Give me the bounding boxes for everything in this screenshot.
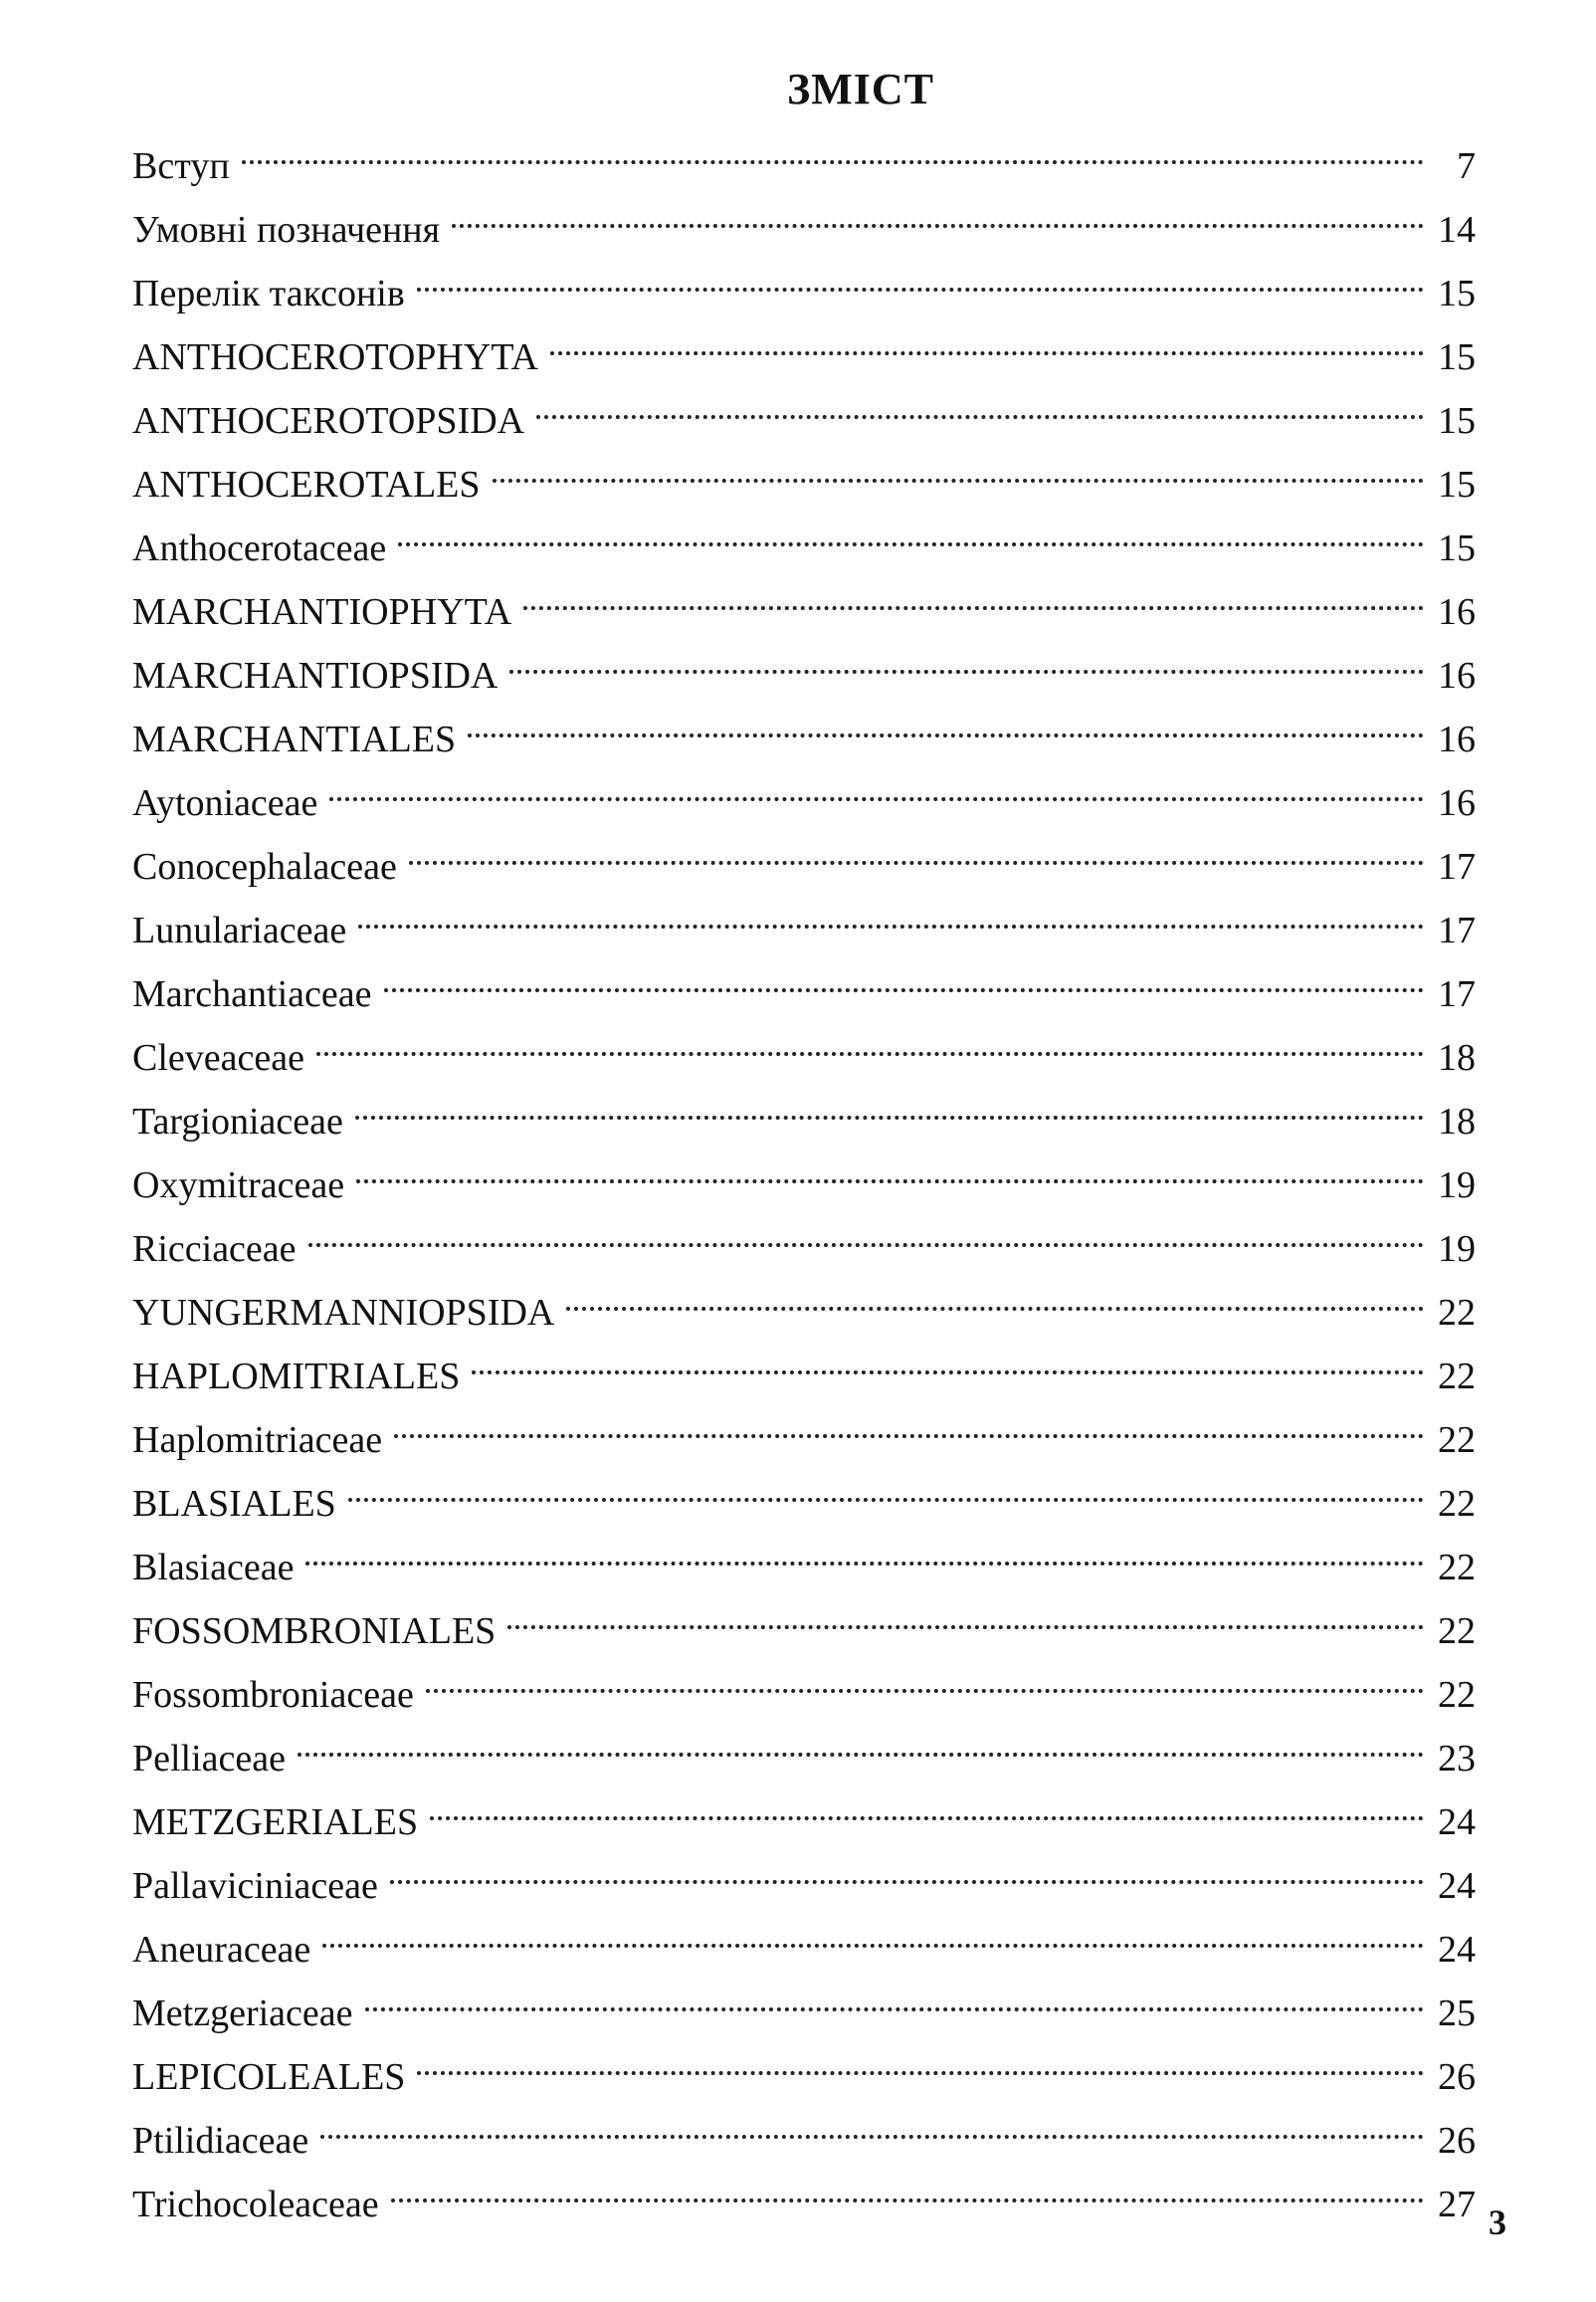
toc-entry-page: 15 bbox=[1438, 273, 1476, 314]
toc-entry-page: 22 bbox=[1438, 1419, 1476, 1461]
toc-entry-page: 22 bbox=[1438, 1547, 1476, 1588]
toc-entry-label: FOSSOMBRONIALES bbox=[132, 1610, 497, 1652]
toc-entry-page: 14 bbox=[1438, 209, 1476, 251]
dot-leader bbox=[417, 242, 1424, 306]
dot-leader bbox=[348, 1452, 1424, 1516]
toc-entry bbox=[132, 1070, 1476, 1143]
toc-entry bbox=[132, 2153, 1476, 2225]
toc-entry-label: Oxymitraceae bbox=[132, 1164, 345, 1206]
page-title: ЗМІСТ bbox=[787, 65, 934, 113]
toc-entry-label: Cleveaceae bbox=[132, 1037, 304, 1079]
toc-entry-label: Перелік таксонів bbox=[132, 273, 405, 314]
toc-entry-page: 7 bbox=[1457, 145, 1476, 187]
toc-entry-page: 15 bbox=[1438, 336, 1476, 378]
dot-leader bbox=[329, 751, 1424, 815]
dot-leader bbox=[390, 1834, 1424, 1898]
toc-entry-page: 18 bbox=[1438, 1037, 1476, 1079]
toc-entry-page: 15 bbox=[1438, 464, 1476, 506]
toc-entry bbox=[132, 1261, 1476, 1334]
toc-entry-page: 22 bbox=[1438, 1610, 1476, 1652]
toc-entry-label: LEPICOLEALES bbox=[132, 2056, 406, 2098]
toc-entry-page: 17 bbox=[1438, 846, 1476, 888]
toc-entry-label: METZGERIALES bbox=[132, 1801, 419, 1843]
dot-leader bbox=[452, 178, 1424, 242]
toc-entry-page: 26 bbox=[1438, 2056, 1476, 2098]
toc-entry-label: Умовні позначення bbox=[132, 209, 441, 251]
toc-entry bbox=[132, 815, 1476, 888]
toc-entry-label: Lunulariaceae bbox=[132, 910, 347, 951]
dot-leader bbox=[430, 1771, 1424, 1834]
toc-entry-label: MARCHANTIALES bbox=[132, 719, 457, 760]
toc-entry-label: Marchantiaceae bbox=[132, 973, 372, 1015]
toc-entry-page: 19 bbox=[1438, 1164, 1476, 1206]
toc-entry-page: 17 bbox=[1438, 973, 1476, 1015]
toc-entry-label: Ricciaceae bbox=[132, 1228, 297, 1270]
toc-entry-label: Trichocoleaceae bbox=[132, 2184, 379, 2225]
dot-leader bbox=[566, 1261, 1424, 1325]
toc-entry-label: ANTHOCEROTOPHYTA bbox=[132, 336, 538, 378]
toc-entry-label: BLASIALES bbox=[132, 1483, 336, 1525]
toc-entry-label: ANTHOCEROTALES bbox=[132, 464, 481, 506]
toc-entry-label: Pallaviciniaceae bbox=[132, 1865, 378, 1907]
dot-leader bbox=[320, 2089, 1424, 2153]
dot-leader bbox=[468, 688, 1424, 751]
toc-entry bbox=[132, 1707, 1476, 1779]
toc-entry-page: 26 bbox=[1438, 2120, 1476, 2162]
toc-entry-label: Aneuraceae bbox=[132, 1929, 311, 1971]
dot-leader bbox=[298, 1707, 1424, 1771]
toc-entry-page: 24 bbox=[1438, 1865, 1476, 1907]
toc-entry bbox=[132, 1898, 1476, 1971]
toc-entry-label: MARCHANTIOPHYTA bbox=[132, 591, 512, 633]
dot-leader bbox=[365, 1962, 1425, 2025]
toc-entry-page: 25 bbox=[1438, 1992, 1476, 2034]
dot-leader bbox=[472, 1325, 1424, 1388]
dot-leader bbox=[523, 560, 1424, 624]
toc-entry-label: Вступ bbox=[132, 145, 230, 187]
toc-entry bbox=[132, 178, 1476, 251]
toc-entry bbox=[132, 1771, 1476, 1843]
dot-leader bbox=[355, 1070, 1424, 1134]
toc-entry-page: 18 bbox=[1438, 1101, 1476, 1143]
dot-leader bbox=[356, 1134, 1424, 1197]
page-number: 3 bbox=[1489, 2202, 1506, 2242]
toc-entry-label: HAPLOMITRIALES bbox=[132, 1356, 461, 1397]
toc-entry bbox=[132, 1579, 1476, 1652]
toc-entry-label: Blasiaceae bbox=[132, 1547, 295, 1588]
toc-entry-page: 22 bbox=[1438, 1674, 1476, 1716]
toc-entry-page: 19 bbox=[1438, 1228, 1476, 1270]
dot-leader bbox=[536, 369, 1424, 433]
dot-leader bbox=[507, 1579, 1424, 1643]
toc-entry bbox=[132, 1006, 1476, 1079]
table-of-contents bbox=[132, 114, 1476, 2225]
dot-leader bbox=[493, 433, 1425, 497]
toc-entry-page: 23 bbox=[1438, 1738, 1476, 1779]
toc-entry-page: 27 bbox=[1438, 2184, 1476, 2225]
toc-entry-label: Fossombroniaceae bbox=[132, 1674, 414, 1716]
toc-entry-label: Conocephalaceae bbox=[132, 846, 397, 888]
toc-entry bbox=[132, 1516, 1476, 1588]
toc-entry-label: Aytoniaceae bbox=[132, 782, 318, 824]
toc-entry-page: 16 bbox=[1438, 655, 1476, 697]
toc-entry bbox=[132, 2089, 1476, 2162]
toc-entry-page: 24 bbox=[1438, 1929, 1476, 1971]
dot-leader bbox=[391, 2153, 1424, 2216]
dot-leader bbox=[358, 879, 1424, 942]
toc-entry-label: YUNGERMANNIOPSIDA bbox=[132, 1292, 555, 1334]
dot-leader bbox=[308, 1197, 1424, 1261]
dot-leader bbox=[242, 114, 1424, 178]
toc-entry bbox=[132, 1197, 1476, 1270]
toc-entry-page: 15 bbox=[1438, 527, 1476, 569]
toc-entry-page: 16 bbox=[1438, 591, 1476, 633]
toc-entry-page: 16 bbox=[1438, 782, 1476, 824]
dot-leader bbox=[509, 624, 1424, 688]
toc-entry-page: 22 bbox=[1438, 1356, 1476, 1397]
toc-entry bbox=[132, 114, 1476, 187]
dot-leader bbox=[384, 942, 1425, 1006]
toc-entry-label: Targioniaceae bbox=[132, 1101, 343, 1143]
dot-leader bbox=[417, 2025, 1424, 2089]
toc-entry-page: 17 bbox=[1438, 910, 1476, 951]
toc-entry-page: 22 bbox=[1438, 1483, 1476, 1525]
toc-entry-label: Pelliaceae bbox=[132, 1738, 287, 1779]
dot-leader bbox=[305, 1516, 1424, 1579]
toc-entry-page: 15 bbox=[1438, 400, 1476, 442]
toc-entry-label: Ptilidiaceae bbox=[132, 2120, 309, 2162]
toc-entry-page: 16 bbox=[1438, 719, 1476, 760]
toc-entry-label: Haplomitriaceae bbox=[132, 1419, 383, 1461]
dot-leader bbox=[398, 497, 1424, 560]
toc-entry bbox=[132, 1962, 1476, 2034]
dot-leader bbox=[316, 1006, 1424, 1070]
toc-entry-page: 24 bbox=[1438, 1801, 1476, 1843]
toc-entry bbox=[132, 751, 1476, 824]
toc-entry-label: Anthocerotaceae bbox=[132, 527, 387, 569]
toc-entry-label: ANTHOCEROTOPSIDA bbox=[132, 400, 525, 442]
toc-entry-label: MARCHANTIOPSIDA bbox=[132, 655, 499, 697]
toc-entry-page: 22 bbox=[1438, 1292, 1476, 1334]
dot-leader bbox=[322, 1898, 1424, 1962]
dot-leader bbox=[409, 815, 1424, 879]
dot-leader bbox=[550, 306, 1424, 369]
toc-entry-label: Metzgeriaceae bbox=[132, 1992, 353, 2034]
dot-leader bbox=[426, 1643, 1424, 1707]
dot-leader bbox=[394, 1388, 1424, 1452]
